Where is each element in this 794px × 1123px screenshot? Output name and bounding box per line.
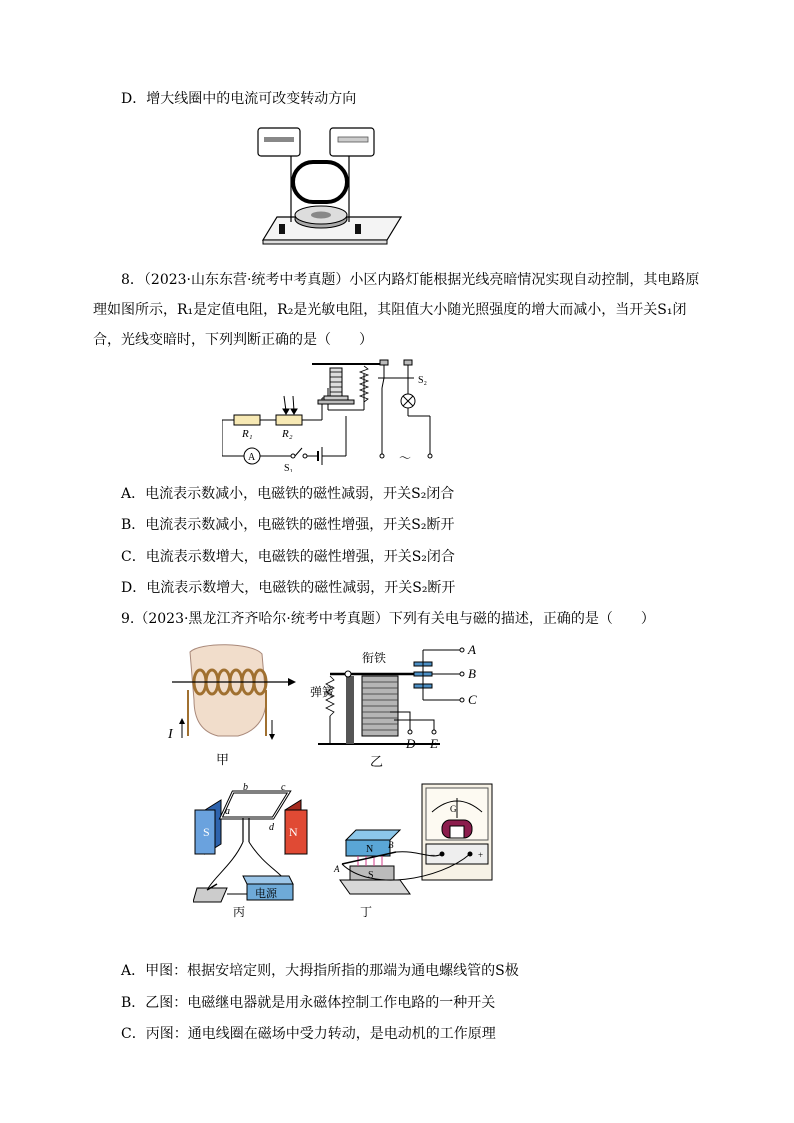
label-r1: R₁ [242,428,253,440]
q8-stem-line2: 理如图所示，R₁是定值电阻，R₂是光敏电阻，其阻值大小随光照强度的增大而减小，当开关S₁闭 [93,302,687,318]
label-s1: S₁ [284,463,294,472]
label-ammeter: A [248,452,256,463]
svg-text:−: − [430,850,436,860]
q8-option-a: A．电流表示数减小，电磁铁的磁性减弱，开关S₂闭合 [121,486,455,502]
svg-text:+: + [478,850,484,860]
label-ding: 丁 [360,905,373,919]
label-r2: R₂ [282,428,293,440]
label-ding-b: B [388,840,394,850]
label-b: B [468,666,476,681]
label-ding-s: S [368,870,374,881]
q9-figure-yi [310,640,490,768]
label-d: D [406,736,416,751]
label-coil-c: c [281,782,286,793]
q9-option-c: C．丙图：通电线圈在磁场中受力转动，是电动机的工作原理 [121,1026,496,1042]
label-coil-a: a [225,806,230,817]
q7-option-d: D．增大线圈中的电流可改变转动方向 [121,91,357,107]
label-armature: 衔铁 [362,651,387,665]
q9-option-b: B．乙图：电磁继电器就是用永磁体控制工作电路的一种开关 [121,995,496,1011]
q7-motor-figure [255,122,411,250]
q8-option-c: C．电流表示数增大，电磁铁的磁性增强，开关S₂闭合 [121,549,455,565]
label-jia: 甲 [216,752,230,767]
q9-option-a: A．甲图：根据安培定则，大拇指所指的那端为通电螺线管的S极 [121,963,519,979]
q8-circuit-figure [222,358,438,472]
label-ding-a: A [334,864,340,874]
label-coil-b: b [243,782,248,793]
q8-option-d: D．电流表示数增大，电磁铁的磁性减弱，开关S₂断开 [121,580,456,596]
label-spring: 弹簧 [310,685,335,699]
q8-stem-line3: 合，光线变暗时，下列判断正确的是（ ） [93,332,373,348]
q8-option-b: B．电流表示数减小，电磁铁的磁性增强，开关S₂断开 [121,517,455,533]
label-power: 电源 [255,888,277,900]
label-g: G [450,804,457,814]
q9-stem: 9.（2023·黑龙江齐齐哈尔·统考中考真题）下列有关电与磁的描述，正确的是（ ） [121,611,655,627]
q8-stem-line1: 8．（2023·山东东营·统考中考真题）小区内路灯能根据光线亮暗情况实现自动控制，其电路原 [121,272,700,288]
label-ding-n: N [366,844,374,855]
label-s2: S₂ [418,375,428,386]
label-pole-s: S [203,825,210,839]
q9-figure-ding [330,780,500,920]
label-ac: ～ [399,451,412,465]
q9-figure-jia [162,640,302,768]
label-current: I [168,727,173,742]
label-a: A [468,642,476,657]
label-e: E [430,736,438,751]
label-coil-d: d [269,822,274,833]
q9-figure-bing [193,780,325,920]
label-bing: 丙 [233,905,246,919]
label-c: C [468,692,477,707]
label-yi: 乙 [370,754,384,768]
label-pole-n: N [289,825,298,839]
